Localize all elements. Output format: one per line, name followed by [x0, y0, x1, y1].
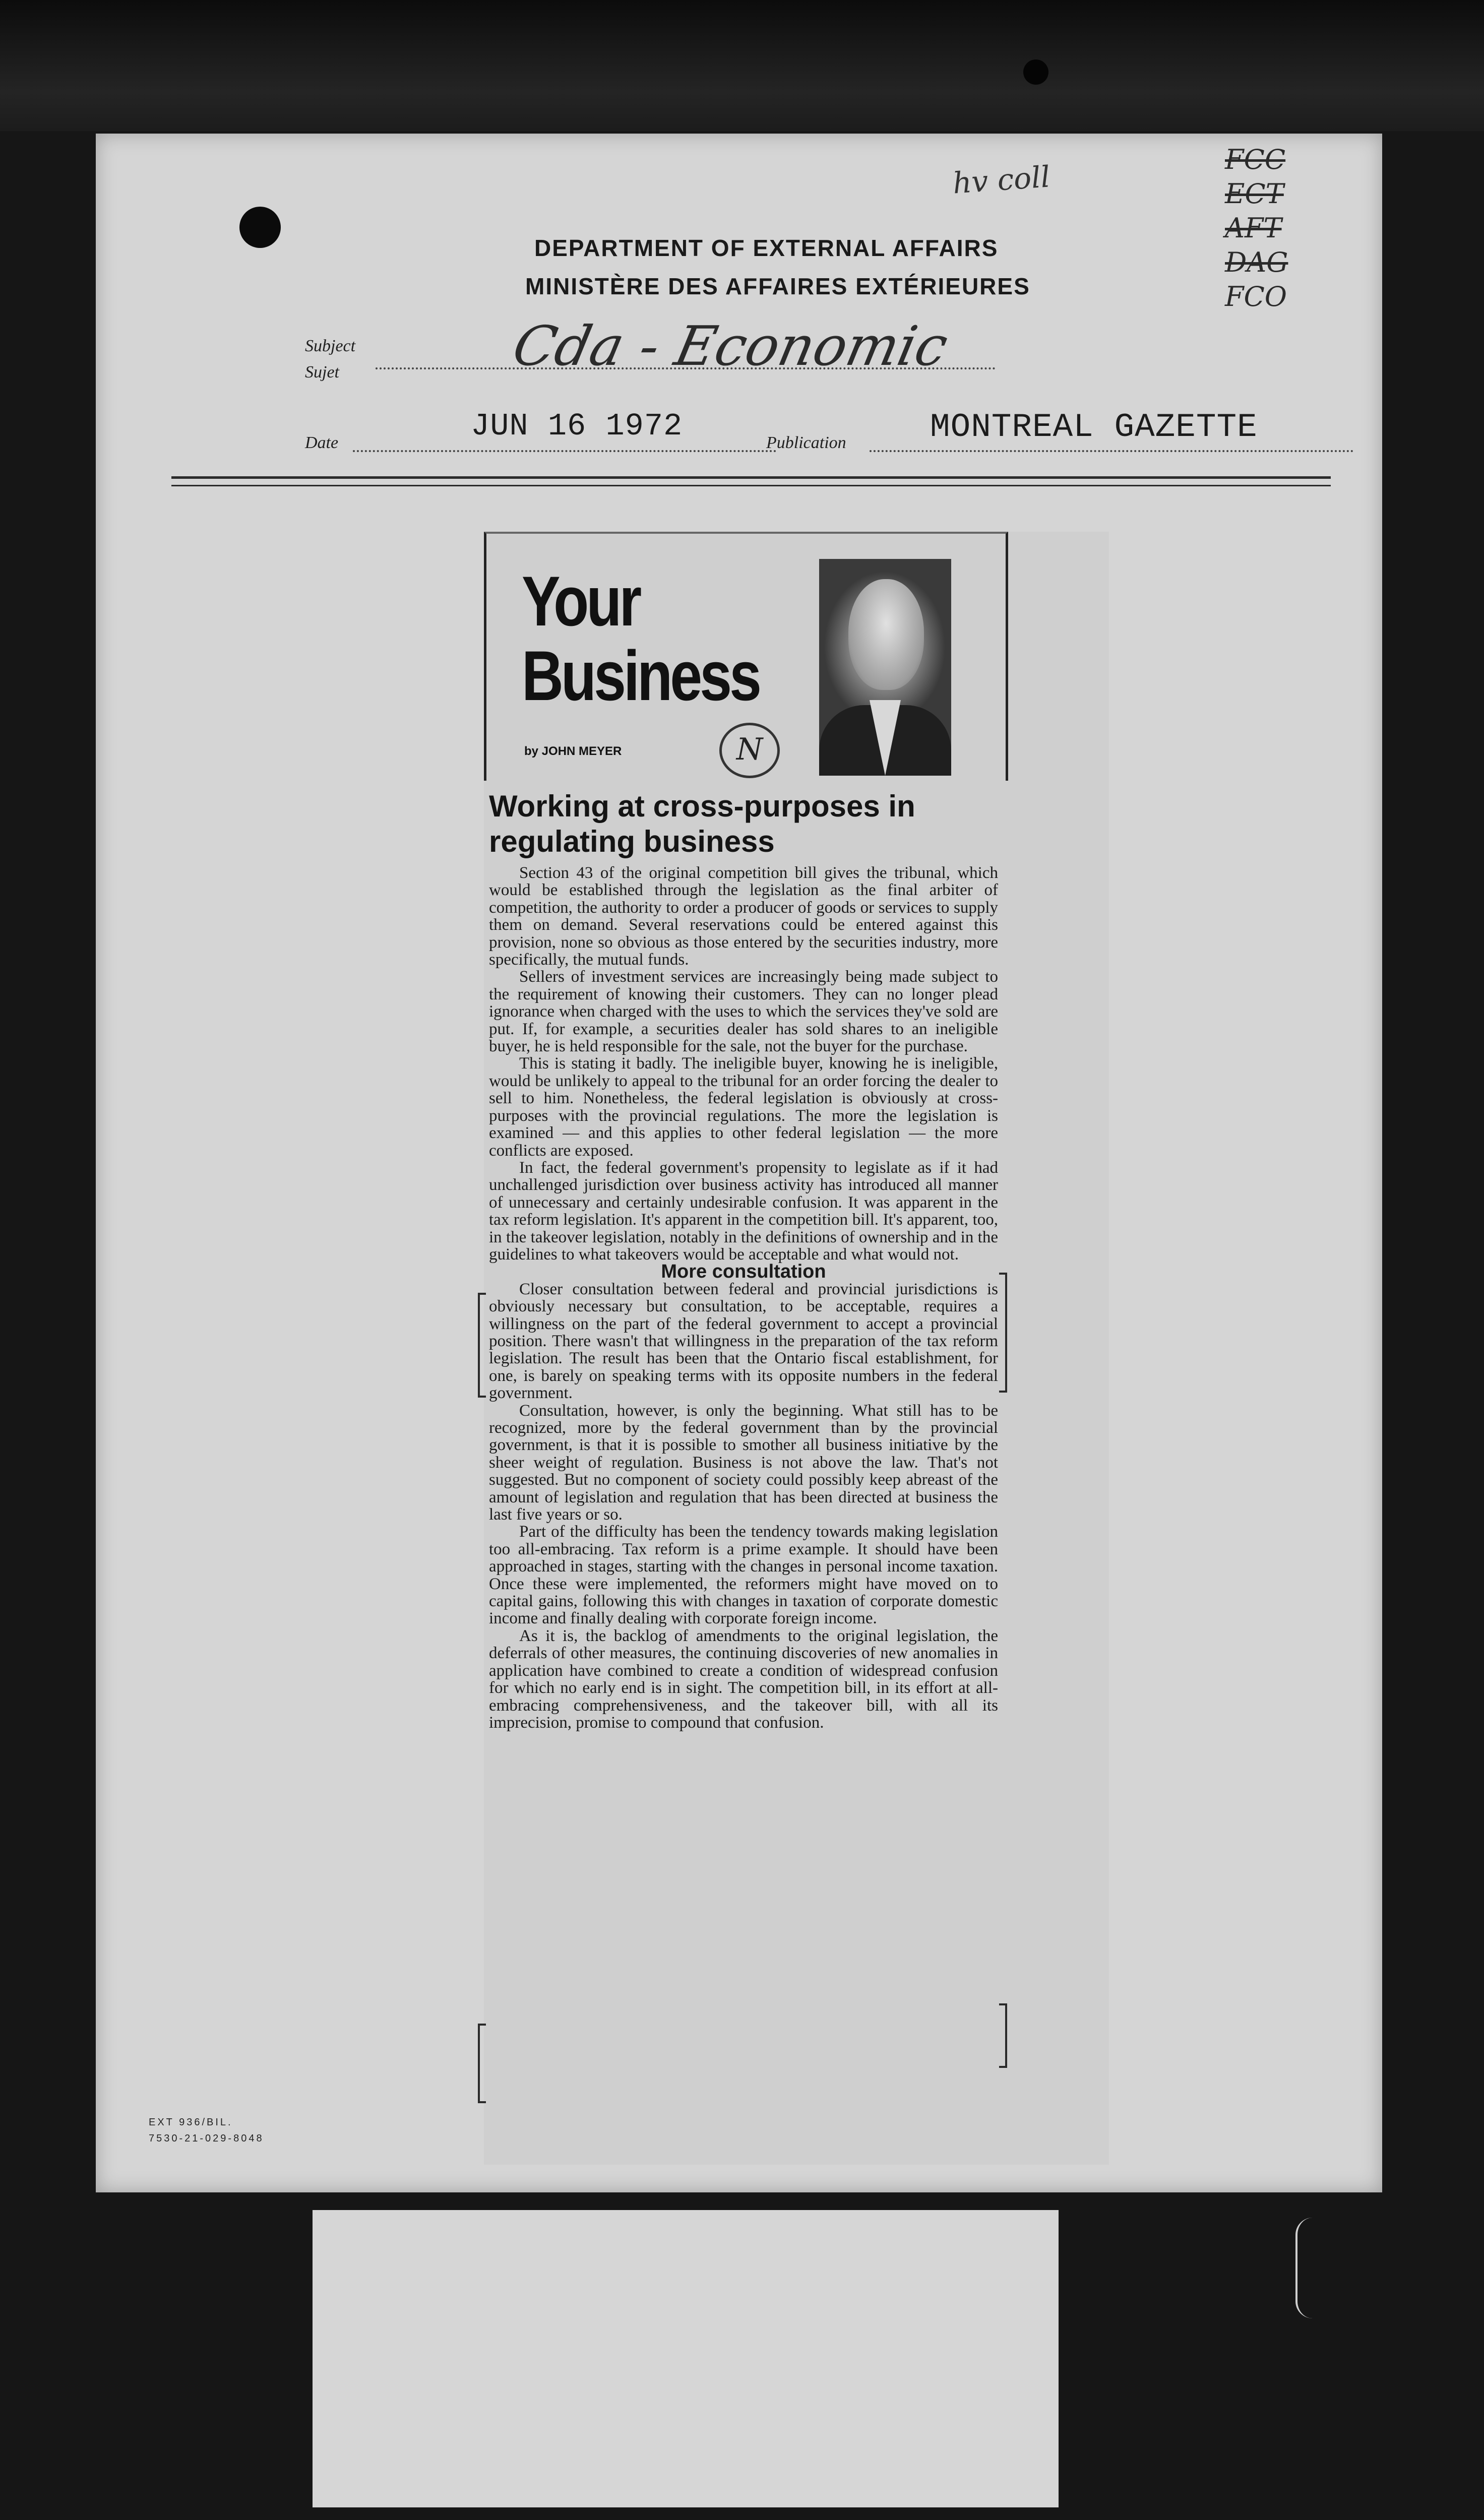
- article-paragraph: As it is, the backlog of amendments to the original legislation, the deferrals of other measures, the continuing discoveries of new anomalies in application have combined to create a condition of widespread confusion for which no early end is in sight. The competition bill, in its effort at all-embracing comprehensiveness, and the takeover bill, with all its imprecision, promise to compound that confusion.: [489, 1626, 998, 1732]
- header-rule-thin: [171, 485, 1331, 486]
- publication-label: Publication: [766, 433, 846, 452]
- next-sheet: [313, 2210, 1059, 2507]
- sujet-label: Sujet: [305, 363, 339, 382]
- article-body: [489, 864, 998, 1731]
- dept-name-en: DEPARTMENT OF EXTERNAL AFFAIRS: [534, 235, 999, 261]
- publication-stamp: MONTREAL GAZETTE: [930, 408, 1258, 446]
- distribution-item: FCC: [1225, 144, 1286, 175]
- article-paragraph: Part of the difficulty has been the tendency towards making legislation too all-embracing. Tax reform is a prime example. It should have been approached in stages, starting with the changes in personal income taxation. Once these were implemented, the reformers might have moved on to capital gains, following this with changes in taxation of corporate domestic income and finally dealing with corporate foreign income.: [489, 1523, 998, 1628]
- article-paragraph: Closer consultation between federal and provincial jurisdictions is obviously necessary but consultation, to be acceptable, requires a willingness on the part of the federal government to accept a provincial position. There wasn't that willingness in the preparation of the tax reform legislation. The result has been that the Ontario fiscal establishment, for one, is barely on speaking terms with its opposite numbers in the federal government.: [489, 1280, 998, 1403]
- subject-label: Subject: [305, 337, 356, 355]
- article-paragraph: Section 43 of the original competition bill gives the tribunal, which would be established through the legislation as the final arbiter of competition, the authority to order a producer of goods or services to supply them on demand. Several reservations could be entered against this provision, none so obvious as those entered by the securities industry, more specifically, the mutual funds.: [489, 864, 998, 969]
- handwritten-note: hv coll: [951, 159, 1052, 201]
- film-strip-top: [0, 0, 1484, 131]
- margin-bracket-left: [478, 1293, 486, 1398]
- date-stamp: JUN 16 1972: [471, 408, 683, 444]
- circled-mark: N: [719, 723, 780, 778]
- clipping-form-sheet: [96, 134, 1382, 2192]
- article-subhead: More consultation: [661, 1261, 826, 1283]
- form-code: [149, 2117, 264, 2149]
- punch-hole: [239, 207, 281, 248]
- newspaper-clipping: [484, 532, 1109, 2165]
- header-rule: [171, 476, 1331, 479]
- margin-bracket-right: [999, 1273, 1007, 1393]
- article-paragraph: In fact, the federal government's propensity to legislate as if it had unchallenged jurisdiction over business activity has introduced all manner of unnecessary and certainly undesirable confusion. It was apparent in the tax reform legislation. It's apparent in the competition bill. It's apparent, too, in the takeover legislation, notably in the definitions of ownership and in the guidelines to what takeovers would be acceptable and what would not.: [489, 1158, 998, 1264]
- article-headline: Working at cross-purposes in regulating business: [489, 789, 915, 858]
- distribution-list: [1225, 144, 1361, 315]
- distribution-item: AFT: [1225, 212, 1282, 244]
- distribution-item: ECT: [1225, 178, 1284, 210]
- date-line: [353, 450, 776, 452]
- author-face: [848, 579, 924, 690]
- byline: by JOHN MEYER: [524, 744, 622, 758]
- publication-line: [870, 450, 1353, 452]
- margin-bracket-left: [478, 2024, 486, 2103]
- article-paragraph: This is stating it badly. The ineligible buyer, knowing he is ineligible, would be unlikely to appeal to the tribunal for an order forcing the dealer to sell to him. Nonetheless, the federal legislation is obviously at cross-purposes with the provincial regulations. The more the legislation is examined — and this applies to other federal legislation — the more conflicts are exposed.: [489, 1054, 998, 1160]
- margin-bracket-right: [999, 2003, 1007, 2068]
- subject-handwritten: Cda - Economic: [507, 315, 953, 378]
- column-title-text: Your Business: [522, 561, 760, 715]
- form-code-line: 7530-21-029-8048: [149, 2133, 264, 2144]
- column-header-box: [484, 532, 1008, 781]
- column-title: [522, 561, 760, 715]
- distribution-item: FCO: [1225, 281, 1287, 312]
- author-photo: [819, 559, 951, 776]
- dept-name-fr: MINISTÈRE DES AFFAIRES EXTÉRIEURES: [525, 273, 1030, 299]
- film-sprocket-hole: [1023, 59, 1048, 85]
- article-paragraph: Sellers of investment services are increasingly being made subject to the requirement of knowing their customers. They can no longer plead ignorance when charged with the uses to which the services they've sold are put. If, for example, a securities dealer has sold shares to an ineligible buyer, he is held responsible for the sale, not the buyer for the purchase.: [489, 968, 998, 1056]
- distribution-item: DAG: [1225, 246, 1288, 278]
- film-edge-mark: [1295, 2218, 1313, 2318]
- date-label: Date: [305, 433, 339, 452]
- form-code-line: EXT 936/BIL.: [149, 2117, 233, 2128]
- article-paragraph: Consultation, however, is only the beginning. What still has to be recognized, more by the federal government than by the provincial government, is that it is possible to smother all business initiative by the sheer weight of regulation. Business is not above the law. That's not suggested. But no component of society could possibly keep abreast of the amount of legislation and regulation that has been directed at business the last five years or so.: [489, 1401, 998, 1524]
